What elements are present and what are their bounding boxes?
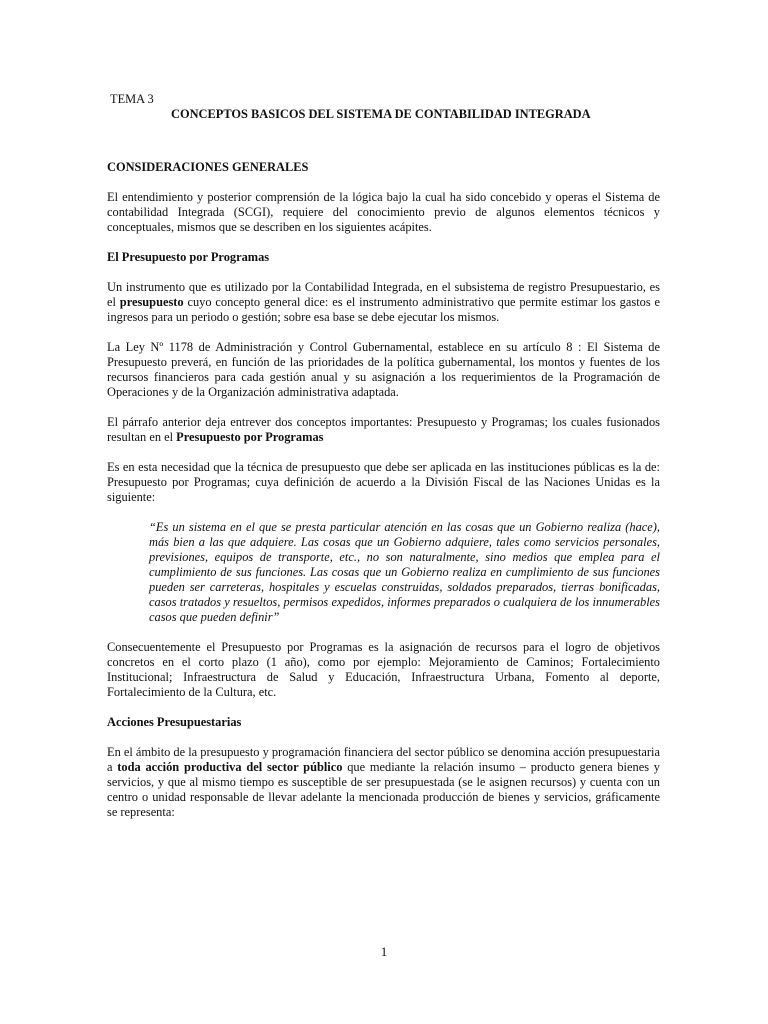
paragraph-instrumento-text-end: cuyo concepto general dice: es el instrumento administrativo que permite estimar los gastos e ingresos para un periodo o gestión; sobre esa base se debe ejecutar los mismos. [107, 295, 660, 324]
paragraph-ambito-bold: toda acción productiva del sector público [117, 760, 343, 774]
heading-consideraciones: CONSIDERACIONES GENERALES [107, 160, 309, 174]
paragraph-ambito-text-end: que mediante la relación insumo – producto genera bienes y servicios, y que al mismo tiempo es susceptible de ser presupuestada (se le asignen recursos) y cuenta con un centro o unidad responsable de llevar adelante la mencionada producción de bienes y servicios, gráficamente se representa: [107, 760, 660, 819]
paragraph-instrumento [107, 280, 660, 325]
definition-quote: “Es un sistema en el que se presta particular atención en las cosas que un Gobierno realiza (hace), más bien a las que adquiere. Las cosas que un Gobierno adquiere, tales como servicios personales, previsiones, equipos de transporte, etc., no son naturalmente, sino medios que emplea para el cumplimiento de sus funciones. Las cosas que un Gobierno realiza en cumplimiento de sus funciones pueden ser carreteras, hospitales y escuelas construidas, soldados preparados, tierras bonificadas, casos tratados y resueltos, permisos expedidos, informes preparados o cualquiera de los innumerables casos que pueden definir” [149, 520, 660, 624]
paragraph-instrumento-text: Un instrumento que es utilizado por la Contabilidad Integrada, en el subsistema de registro Presupuestario, es el [107, 280, 660, 309]
paragraph-entendimiento: El entendimiento y posterior comprensión de la lógica bajo la cual ha sido concebido y operas el Sistema de contabilidad Integrada (SCGI), requiere del conocimiento previo de algunos elementos técnicos y conceptuales, mismos que se describen en los siguientes acápites. [107, 190, 660, 234]
paragraph-necesidad: Es en esta necesidad que la técnica de presupuesto que debe ser aplicada en las instituciones públicas es la de: Presupuesto por Programas; cuya definición de acuerdo a la División Fiscal de las Naciones Unidas es la siguiente: [107, 460, 660, 504]
tema-label: TEMA 3 [110, 92, 154, 106]
document-page [107, 92, 660, 820]
paragraph-parrafo [107, 415, 660, 445]
paragraph-parrafo-text: El párrafo anterior deja entrever dos conceptos importantes: Presupuesto y Programas; los cuales fusionados resultan en el [107, 415, 660, 444]
paragraph-instrumento-bold: presupuesto [119, 295, 184, 309]
paragraph-ley: La Ley Nº 1178 de Administración y Control Gubernamental, establece en su artículo 8 : El Sistema de Presupuesto preverá, en función de las prioridades de la política gubernamental, los montos y fuentes de los recursos financieros para cada gestión anual y su asignación a los requerimientos de la Programación de Operaciones y de la Organización administrativa adaptada. [107, 340, 660, 399]
paragraph-ambito [107, 745, 660, 820]
paragraph-consecuentemente: Consecuentemente el Presupuesto por Programas es la asignación de recursos para el logro de objetivos concretos en el corto plazo (1 año), como por ejemplo: Mejoramiento de Caminos; Fortalecimiento Institucional; Infraestructura de Salud y Educación, Infraestructura Urbana, Fomento al deporte, Fortalecimiento de la Cultura, etc. [107, 640, 660, 699]
paragraph-parrafo-bold: Presupuesto por Programas [176, 430, 324, 444]
heading-acciones: Acciones Presupuestarias [107, 715, 242, 729]
document-title: CONCEPTOS BASICOS DEL SISTEMA DE CONTABILIDAD INTEGRADA [171, 107, 591, 121]
heading-presupuesto-programas: El Presupuesto por Programas [107, 250, 270, 264]
paragraph-ambito-text: En el ámbito de la presupuesto y programación financiera del sector público se denomina acción presupuestaria a [107, 745, 660, 774]
page-number: 1 [380, 944, 388, 959]
